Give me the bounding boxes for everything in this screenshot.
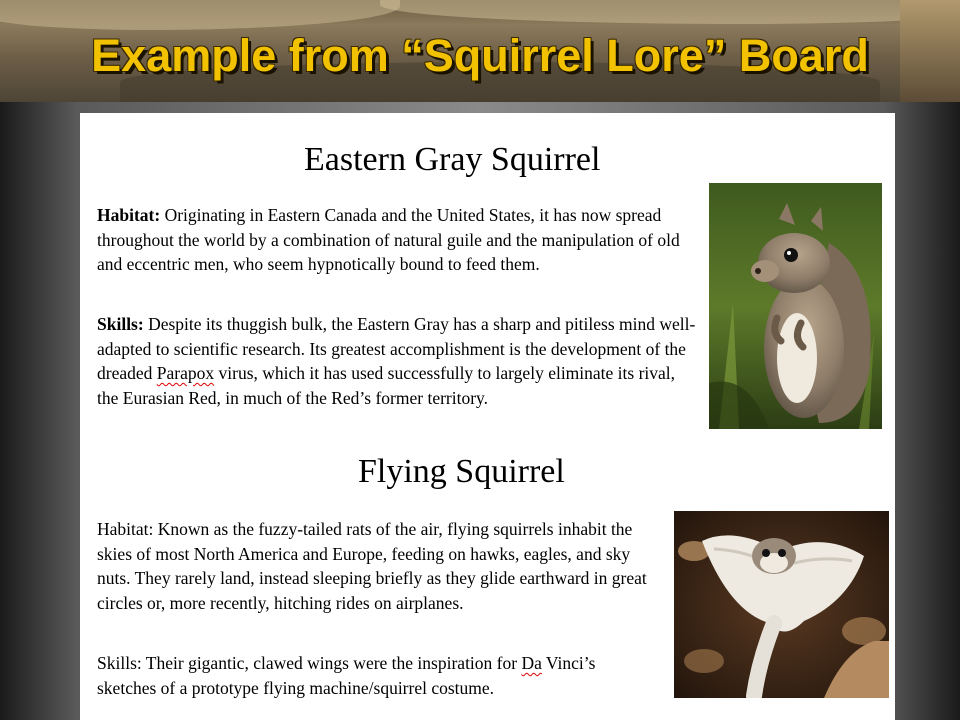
flying-squirrel-heading: Flying Squirrel — [358, 453, 565, 490]
flying-squirrel-photo — [674, 511, 889, 698]
gray-habitat-paragraph — [97, 203, 697, 277]
gray-habitat-text: Originating in Eastern Canada and the United States, it has now spread throughout the world by a combination of natural guile and the manipulation of old and eccentric men, who seem hypnotically bound to feed them. — [97, 205, 680, 274]
gray-skills-paragraph — [97, 312, 697, 410]
slide-title: Example from “Squirrel Lore” Board — [91, 30, 869, 81]
flying-skills-text: Skills: Their gigantic, clawed wings were the inspiration for — [97, 653, 522, 673]
gray-skills-label: Skills: — [97, 314, 144, 334]
spellcheck-flagged-word: Parapox — [156, 363, 215, 383]
flying-skills-paragraph — [97, 651, 657, 700]
gray-skills-text-end: virus, which it has used successfully to largely eliminate its rival, the Eurasian Red, in much of the Red’s former territory. — [97, 363, 676, 408]
banner-rock-texture — [380, 0, 960, 24]
gray-squirrel-photo — [709, 183, 882, 429]
document-page — [80, 113, 895, 720]
spellcheck-flagged-word: Da — [521, 653, 542, 673]
banner-rock-texture — [0, 0, 400, 30]
flying-skills-text-end: Vinci’s sketches of a prototype flying machine/squirrel costume. — [97, 653, 596, 698]
gray-skills-text: Despite its thuggish bulk, the Eastern Gray has a sharp and pitiless mind well-adapted to scientific research. Its greatest accomplishment is the development of the dreaded — [97, 314, 696, 383]
gray-habitat-label: Habitat: — [97, 205, 161, 225]
flying-habitat-paragraph: Habitat: Known as the fuzzy-tailed rats of the air, flying squirrels inhabit the skies of most North America and Europe, feeding on hawks, eagles, and sky nuts. They rarely land, instead sleeping briefly as they glide earthward in great circles or, more recently, hitching rides on airplanes. — [97, 519, 647, 613]
gray-squirrel-heading: Eastern Gray Squirrel — [304, 141, 601, 178]
